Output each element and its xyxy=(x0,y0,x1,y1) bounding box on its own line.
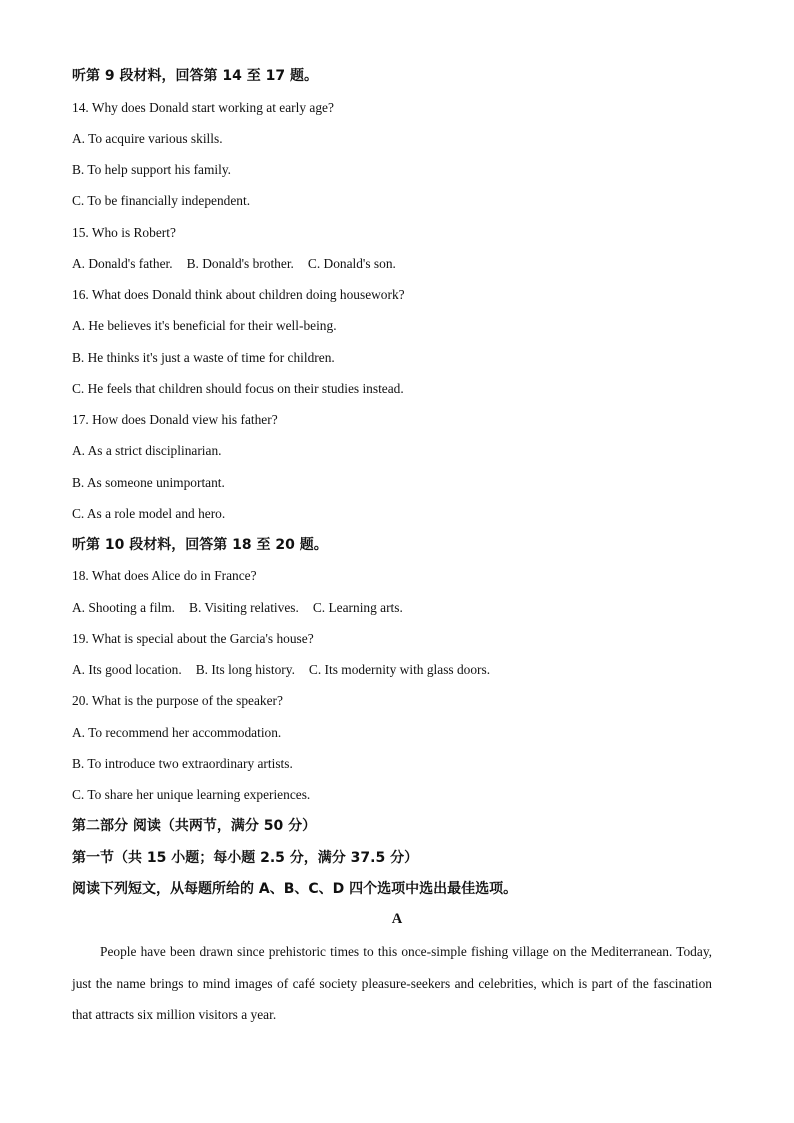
question-18-stem: 18. What does Alice do in France? xyxy=(72,568,257,583)
question-18-option-c: C. Learning arts. xyxy=(312,600,403,615)
question-17-stem: 17. How does Donald view his father? xyxy=(72,412,278,427)
question-20-option-c: C. To share her unique learning experiences. xyxy=(72,787,311,802)
reading-instruction: 阅读下列短文，从每题所给的 A、B、C、D 四个选项中选出最佳选项。 xyxy=(72,881,518,897)
question-17-option-a: A. As a strict disciplinarian. xyxy=(72,443,222,458)
question-20-option-a: A. To recommend her accommodation. xyxy=(72,725,282,740)
question-14-option-b: B. To help support his family. xyxy=(72,162,231,177)
question-18-option-b: B. Visiting relatives. xyxy=(189,600,299,615)
question-15-stem: 15. Who is Robert? xyxy=(72,225,176,240)
section-10-heading: 听第 10 段材料，回答第 18 至 20 题。 xyxy=(72,537,328,553)
question-19-options xyxy=(72,661,490,679)
question-16-option-b: B. He thinks it's just a waste of time for children. xyxy=(72,350,335,365)
question-16-option-c: C. He feels that children should focus on their studies instead. xyxy=(72,381,404,396)
passage-title: A xyxy=(391,911,403,927)
question-16-stem: 16. What does Donald think about children doing housework? xyxy=(72,287,405,302)
question-17-option-b: B. As someone unimportant. xyxy=(72,475,225,490)
question-19-option-b: B. Its long history. xyxy=(195,662,295,677)
section-1-heading: 第一节（共 15 小题；每小题 2.5 分，满分 37.5 分） xyxy=(72,850,419,866)
question-16-option-a: A. He believes it's beneficial for their well-being. xyxy=(72,318,337,333)
question-14-option-c: C. To be financially independent. xyxy=(72,193,251,208)
question-19-stem: 19. What is special about the Garcia's house? xyxy=(72,631,314,646)
question-18-option-a: A. Shooting a film. xyxy=(72,600,176,615)
question-15-option-a: A. Donald's father. xyxy=(72,256,173,271)
question-14-stem: 14. Why does Donald start working at early age? xyxy=(72,100,334,115)
question-20-option-b: B. To introduce two extraordinary artists. xyxy=(72,756,293,771)
section-9-heading: 听第 9 段材料，回答第 14 至 17 题。 xyxy=(72,68,318,84)
question-15-option-c: C. Donald's son. xyxy=(307,256,396,271)
question-17-option-c: C. As a role model and hero. xyxy=(72,506,226,521)
question-15-option-b: B. Donald's brother. xyxy=(186,256,294,271)
question-18-options xyxy=(72,599,403,617)
part-2-heading: 第二部分 阅读（共两节，满分 50 分） xyxy=(72,818,317,834)
question-15-options xyxy=(72,255,396,273)
question-14-option-a: A. To acquire various skills. xyxy=(72,131,223,146)
question-20-stem: 20. What is the purpose of the speaker? xyxy=(72,693,283,708)
question-19-option-a: A. Its good location. xyxy=(72,662,182,677)
passage-paragraph: People have been drawn since prehistoric times to this once-simple fishing village on the Mediterranean. Today, just the name brings to mind images of café society pleasure-seekers and celebrities, which is part of the fascination that attracts six million visitors a year. xyxy=(72,944,712,1022)
question-19-option-c: C. Its modernity with glass doors. xyxy=(308,662,491,677)
